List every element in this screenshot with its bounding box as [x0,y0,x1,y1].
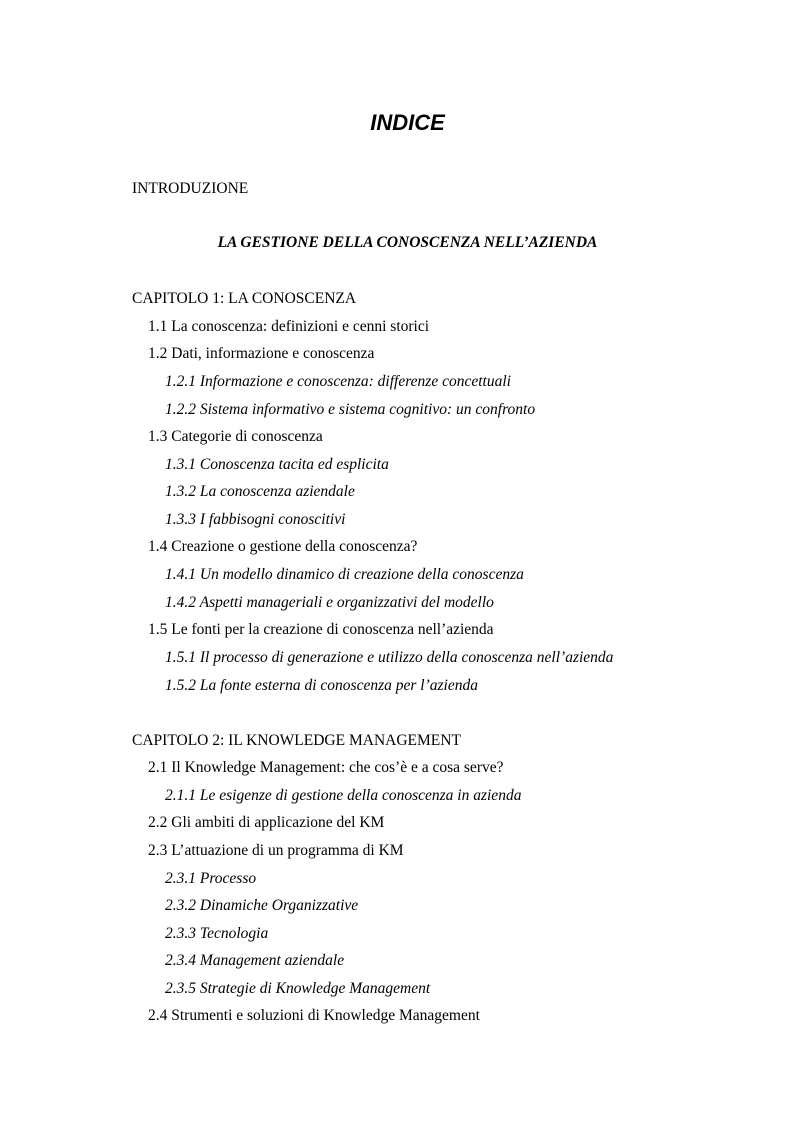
toc-subentry: 1.4.1 Un modello dinamico di creazione della conoscenza [165,566,524,583]
toc-subentry: 2.3.2 Dinamiche Organizzative [165,897,359,914]
toc-subentry: 1.5.2 La fonte esterna di conoscenza per l’azienda [165,677,478,694]
toc-entry: 1.2 Dati, informazione e conoscenza [148,345,375,362]
toc-subentry: 2.3.4 Management aziendale [165,952,345,969]
toc-subentry: 1.3.3 I fabbisogni conoscitivi [165,511,346,528]
part-heading: LA GESTIONE DELLA CONOSCENZA NELL’AZIENDA [217,234,598,251]
toc-entry: 1.4 Creazione o gestione della conoscenza? [148,538,418,555]
toc-entry: 1.1 La conoscenza: definizioni e cenni storici [148,318,430,335]
toc-entry: 2.1 Il Knowledge Management: che cos’è e a cosa serve? [148,759,504,776]
toc-subentry: 1.2.2 Sistema informativo e sistema cognitivo: un confronto [165,401,536,418]
toc-subentry: 1.5.1 Il processo di generazione e utilizzo della conoscenza nell’azienda [165,649,614,666]
toc-entry: 2.3 L’attuazione di un programma di KM [148,842,404,859]
toc-entry: 1.3 Categorie di conoscenza [148,428,323,445]
toc-subentry: 2.3.3 Tecnologia [165,925,269,942]
toc-entry: 2.4 Strumenti e soluzioni di Knowledge Management [148,1007,480,1024]
toc-subentry: 1.3.2 La conoscenza aziendale [165,483,355,500]
toc-entry: 1.5 Le fonti per la creazione di conoscenza nell’azienda [148,621,494,638]
toc-subentry: 1.3.1 Conoscenza tacita ed esplicita [165,456,389,473]
toc-subentry: 2.1.1 Le esigenze di gestione della conoscenza in azienda [165,787,522,804]
toc-subentry: 2.3.1 Processo [165,870,257,887]
toc-subentry: 1.4.2 Aspetti manageriali e organizzativi del modello [165,594,494,611]
chapter-heading: CAPITOLO 1: LA CONOSCENZA [132,290,357,307]
toc-subentry: 2.3.5 Strategie di Knowledge Management [165,980,431,997]
toc-entry: 2.2 Gli ambiti di applicazione del KM [148,814,385,831]
toc-intro: INTRODUZIONE [132,180,249,197]
chapter-heading: CAPITOLO 2: IL KNOWLEDGE MANAGEMENT [132,732,461,749]
page-title: INDICE [370,110,445,135]
toc-subentry: 1.2.1 Informazione e conoscenza: differenze concettuali [165,373,511,390]
